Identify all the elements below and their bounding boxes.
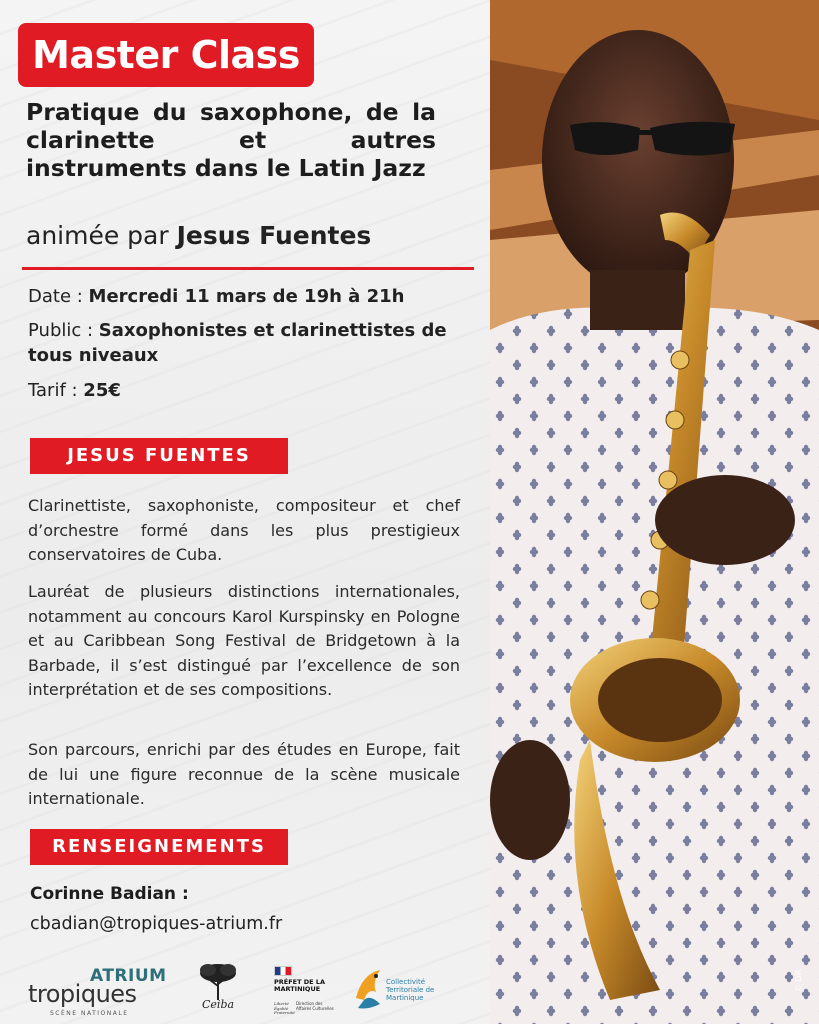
info-tarif (28, 380, 121, 401)
contact-name: Corinne Badian : (30, 884, 189, 904)
tarif-label: Tarif : (28, 380, 84, 401)
atrium-text: ATRIUM (90, 966, 167, 986)
date-value: Mercredi 11 mars de 19h à 21h (88, 286, 405, 307)
divider-line (22, 267, 474, 270)
host-name: Jesus Fuentes (176, 221, 372, 250)
date-label: Date : (28, 286, 89, 307)
partner-logos (0, 960, 490, 1024)
photo-credit: © DR (794, 969, 803, 992)
tarif-value: 25€ (83, 380, 121, 401)
marianne-flag-icon (274, 966, 292, 976)
ctm-logo (350, 964, 440, 1018)
ctm-text: Collectivité Territoriale de Martinique (386, 978, 435, 1002)
prefet-direction: Direction des Affaires Culturelles (296, 1001, 334, 1011)
scene-nationale-text: SCÈNE NATIONALE (50, 1010, 129, 1017)
section-label-bio: JESUS FUENTES (30, 438, 288, 474)
ceiba-text: Ceiba (202, 998, 235, 1011)
tree-icon (196, 962, 240, 1000)
musician-photo (490, 0, 819, 1024)
bio-paragraph-3: Son parcours, enrichi par des études en Europe, fait de lui une figure reconnue de la scène musicale internationale. (28, 740, 460, 808)
prefet-motto: Liberté Égalité Fraternité (274, 1001, 295, 1015)
section-label-info: RENSEIGNEMENTS (30, 829, 288, 865)
bio-paragraph-1: Clarinettiste, saxophoniste, compositeur et chef d’orchestre formé dans les plus prestigieux conservatoires de Cuba. (28, 496, 460, 564)
tropiques-text: tropiques (28, 980, 137, 1008)
info-public (28, 318, 468, 368)
info-date (28, 286, 404, 307)
contact-email[interactable]: cbadian@tropiques-atrium.fr (30, 914, 283, 934)
bio-paragraph-2: Lauréat de plusieurs distinctions internationales, notamment au concours Karol Kurspinsky en Pologne et au Caribbean Song Festival de Bridgetown à la Barbade, il s’est distingué par l’excellence de son interprétation et de ses compositions. (28, 582, 460, 699)
public-value: Saxophonistes et clarinettistes de tous niveaux (28, 320, 447, 366)
ceiba-logo (196, 962, 240, 1018)
prefet-logo (272, 964, 336, 1018)
hosted-by (26, 221, 466, 250)
prefet-title: PRÉFET DE LA MARTINIQUE (274, 978, 326, 993)
tropiques-atrium-logo (28, 966, 173, 1016)
event-subtitle: Pratique du saxophone, de la clarinette et autres instruments dans le Latin Jazz (26, 98, 436, 182)
hummingbird-icon (350, 964, 386, 1014)
public-label: Public : (28, 320, 99, 341)
saxophonist-illustration (490, 0, 819, 1024)
master-class-badge: Master Class (18, 23, 314, 87)
hosted-prefix: animée par (26, 221, 177, 250)
